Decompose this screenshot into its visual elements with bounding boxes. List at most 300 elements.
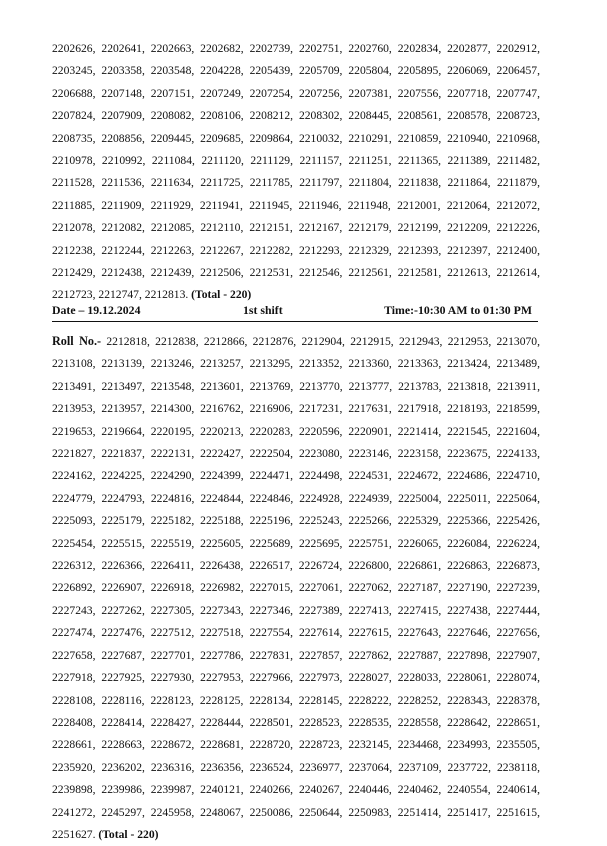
roll-number: 2227413, (348, 603, 392, 617)
roll-number: 2228033, (397, 671, 442, 685)
roll-number: 2205895, (397, 64, 442, 78)
roll-number: 2202626, (52, 42, 96, 55)
roll-number: 2212078, (52, 221, 96, 235)
roll-number: 2212267, (200, 243, 244, 257)
roll-number: 2228427, (150, 715, 195, 729)
roll-number: 2248067, (200, 805, 244, 819)
roll-number: 2207249, (200, 86, 244, 100)
roll-number: 2217231, (298, 402, 343, 416)
roll-number: 2209685, (200, 131, 244, 145)
roll-number: 2213770, (299, 379, 343, 393)
roll-number: 2212085, (150, 221, 195, 235)
roll-number: 2240446, (348, 783, 392, 797)
roll-number: 2207747, (496, 86, 540, 100)
roll-number: 2202682, (200, 42, 244, 55)
roll-number: 2213769, (249, 379, 294, 393)
roll-number: 2228672, (150, 738, 195, 752)
roll-number: 2228523, (298, 715, 343, 729)
roll-number: 2227243, (52, 603, 96, 617)
roll-number: 2250644, (298, 805, 343, 819)
roll-number: 2227966, (249, 671, 294, 685)
roll-number: 2213070, (496, 335, 540, 348)
roll-number: 2227239, (496, 581, 540, 595)
roll-number: 2213783, (398, 379, 442, 393)
roll-number: 2225182, (150, 514, 195, 528)
roll-number: 2226907, (101, 581, 145, 595)
roll-number: 2213489, (496, 357, 540, 371)
roll-number: 2213548, (150, 379, 195, 393)
roll-number: 2227554, (249, 626, 294, 640)
roll-number: 2225179, (101, 514, 145, 528)
roll-number: 2212915, (350, 335, 394, 348)
roll-number: 2211785, (249, 176, 293, 190)
roll-number: 2245958, (150, 805, 195, 819)
roll-number: 2207256, (298, 86, 343, 100)
roll-number: 2250086, (249, 805, 294, 819)
roll-number: 2221604, (496, 424, 540, 438)
roll-number: 2204228, (200, 64, 244, 78)
roll-number: 2211634, (150, 176, 194, 190)
roll-number: 2211804, (348, 176, 392, 190)
roll-number: 2212813. (144, 288, 189, 302)
roll-number: 2227061, (298, 581, 343, 595)
roll-number: 2227438, (447, 603, 491, 617)
roll-number: 2224793, (101, 491, 145, 505)
roll-number: 2225093, (52, 514, 96, 528)
roll-number: 2227389, (298, 603, 343, 617)
roll-number: 2202834, (397, 42, 442, 55)
roll-number: 2211879, (496, 176, 540, 190)
roll-number: 2210291, (348, 131, 392, 145)
roll-number: 2212838, (155, 335, 199, 348)
roll-number: 2210940, (447, 131, 491, 145)
roll-number: 2251627. (52, 827, 96, 841)
roll-number: 2212329, (348, 243, 392, 257)
roll-number: 2211251, (348, 154, 392, 168)
roll-number: 2212747, (98, 288, 142, 302)
roll-number: 2227262, (101, 603, 145, 617)
roll-number: 2228501, (249, 715, 294, 729)
roll-number: 2227015, (249, 581, 294, 595)
roll-number: 2208212, (249, 109, 294, 123)
roll-number: 2226918, (150, 581, 195, 595)
roll-number: 2202751, (298, 42, 343, 55)
roll-number: 2211536, (101, 176, 145, 190)
roll-number: 2225243, (298, 514, 343, 528)
roll-number: 2213497, (101, 379, 145, 393)
roll-number: 2213295, (249, 357, 294, 371)
roll-number: 2212614, (496, 266, 540, 280)
roll-number: 2227907, (496, 648, 540, 662)
roll-number: 2227925, (101, 671, 145, 685)
roll-number: 2224710, (496, 469, 540, 483)
roll-number: 2212546, (298, 266, 343, 280)
roll-number: 2213601, (200, 379, 244, 393)
roll-number: 2224939, (348, 491, 393, 505)
roll-number: 2224816, (150, 491, 195, 505)
roll-number: 2218599, (496, 402, 540, 416)
roll-number: 2212110, (200, 221, 244, 235)
roll-number: 2227862, (348, 648, 392, 662)
roll-number: 2228642, (447, 715, 491, 729)
roll-number: 2203548, (150, 64, 195, 78)
roll-number: 2235920, (52, 760, 96, 774)
roll-number: 2213360, (348, 357, 392, 371)
roll-number: 2207718, (447, 86, 491, 100)
exam-date: Date – 19.12.2024 (52, 303, 141, 317)
roll-number: 2228535, (348, 715, 392, 729)
roll-number: 2250983, (348, 805, 392, 819)
roll-number: 2228414, (101, 715, 145, 729)
roll-number-list-previous (52, 38, 540, 307)
roll-number: 2223146, (348, 447, 392, 461)
roll-number: 2207151, (150, 86, 195, 100)
roll-number: 2223675, (447, 447, 491, 461)
roll-number: 2228123, (150, 693, 194, 707)
roll-number: 2228723, (298, 738, 343, 752)
roll-number: 2227305, (150, 603, 195, 617)
roll-number: 2212904, (301, 335, 345, 348)
roll-number: 2227343, (200, 603, 244, 617)
roll-number: 2225454, (52, 536, 96, 550)
roll-number: 2213257, (200, 357, 244, 371)
roll-number: 2211946, (298, 198, 342, 212)
roll-number: 2202663, (150, 42, 195, 55)
roll-number: 2237722, (447, 760, 491, 774)
roll-number: 2240266, (249, 783, 294, 797)
roll-number: 2202912, (496, 42, 540, 55)
roll-number: 2239987, (150, 783, 195, 797)
roll-number: 2227658, (52, 648, 96, 662)
roll-number: 2207381, (348, 86, 392, 100)
roll-number: 2228444, (200, 715, 244, 729)
roll-number: 2238118, (496, 760, 540, 774)
roll-number: 2213911, (496, 379, 540, 393)
roll-number: 2212263, (150, 243, 195, 257)
roll-number: 2211482, (496, 154, 541, 168)
roll-number: 2213108, (52, 357, 96, 371)
roll-number: 2205439, (249, 64, 294, 78)
roll-number: 2210859, (397, 131, 442, 145)
roll-number: 2228681, (200, 738, 244, 752)
roll-number: 2213246, (150, 357, 195, 371)
roll-number: 2205804, (348, 64, 392, 78)
roll-number: 2227346, (249, 603, 294, 617)
roll-number: 2226800, (348, 559, 392, 573)
roll-number: 2227444, (496, 603, 540, 617)
roll-number: 2251417, (447, 805, 491, 819)
roll-number: 2239986, (101, 783, 145, 797)
roll-number: 2217918, (397, 402, 442, 416)
roll-number: 2211948, (347, 198, 391, 212)
roll-number: 2228108, (52, 693, 96, 707)
roll-number: 2225064, (496, 491, 540, 505)
roll-number: 2212531, (249, 266, 294, 280)
roll-number: 2206688, (52, 86, 96, 100)
roll-number: 2206069, (447, 64, 491, 78)
roll-number: 2237064, (348, 760, 393, 774)
roll-number: 2225695, (298, 536, 343, 550)
roll-number: 2240614, (496, 783, 540, 797)
roll-number: 2211941, (199, 198, 243, 212)
roll-number: 2227643, (397, 626, 442, 640)
roll-number: 2225426, (496, 514, 540, 528)
roll-number: 2211945, (249, 198, 293, 212)
roll-number: 2221837, (101, 447, 145, 461)
roll-number: 2226366, (101, 559, 145, 573)
roll-number: 2213953, (52, 402, 96, 416)
total-count: (Total - 220) (98, 827, 159, 841)
roll-number: 2226438, (199, 559, 244, 573)
roll-number: 2220195, (150, 424, 195, 438)
roll-number: 2227887, (397, 648, 442, 662)
roll-number: 2208723, (496, 109, 540, 123)
roll-number: 2223080, (298, 447, 343, 461)
roll-number: 2211725, (200, 176, 244, 190)
roll-number: 2224498, (298, 469, 343, 483)
roll-number: 2202739, (249, 42, 294, 55)
roll-number: 2227615, (348, 626, 392, 640)
roll-number: 2213363, (397, 357, 442, 371)
roll-number: 2228378, (496, 693, 540, 707)
roll-number: 2245297, (101, 805, 145, 819)
roll-number: 2225004, (398, 491, 442, 505)
roll-number: 2239898, (52, 783, 96, 797)
roll-number: 2224162, (52, 469, 96, 483)
roll-number: 2227656, (496, 626, 540, 640)
roll-number: 2225515, (101, 536, 145, 550)
roll-number: 2212613, (447, 266, 491, 280)
roll-number: 2212151, (249, 221, 293, 235)
roll-number: 2209445, (150, 131, 195, 145)
roll-number: 2227190, (447, 581, 491, 595)
roll-number: 2213424, (447, 357, 491, 371)
roll-number: 2212282, (249, 243, 294, 257)
roll-number: 2212238, (52, 243, 96, 257)
roll-number: 2208735, (52, 131, 96, 145)
roll-number: 2251615, (496, 805, 540, 819)
roll-number: 2207824, (52, 109, 96, 123)
roll-number: 2211365, (398, 154, 442, 168)
exam-time: Time:-10:30 AM to 01:30 PM (384, 303, 532, 317)
roll-number: 2227476, (101, 626, 145, 640)
roll-number: 2237109, (398, 760, 442, 774)
roll-number: 2234993, (447, 738, 491, 752)
roll-number: 2227898, (447, 648, 491, 662)
roll-number: 2228661, (52, 738, 96, 752)
roll-number: 2210978, (52, 154, 96, 168)
roll-number: 2211120, (201, 154, 244, 168)
roll-number: 2213777, (348, 379, 393, 393)
roll-number: 2224844, (200, 491, 244, 505)
roll-number: 2240267, (298, 783, 343, 797)
roll-number: 2227687, (101, 648, 145, 662)
roll-number: 2207909, (101, 109, 145, 123)
roll-number: 2226411, (150, 559, 194, 573)
roll-number: 2212943, (398, 335, 443, 348)
roll-number: 2207556, (397, 86, 442, 100)
roll-number: 2212244, (101, 243, 145, 257)
roll-number: 2227512, (150, 626, 195, 640)
roll-number: 2210968, (496, 131, 540, 145)
roll-number: 2213352, (298, 357, 343, 371)
roll-number: 2235505, (496, 738, 540, 752)
roll-number: 2240554, (447, 783, 491, 797)
roll-number: 2228134, (249, 693, 293, 707)
roll-number: 2228663, (101, 738, 145, 752)
roll-number: 2222427, (200, 447, 244, 461)
roll-number: 2226982, (200, 581, 244, 595)
roll-number: 2228125, (199, 693, 244, 707)
roll-number: 2207254, (249, 86, 294, 100)
roll-number: 2228116, (101, 693, 145, 707)
roll-number: 2225519, (150, 536, 195, 550)
roll-number: 2212397, (447, 243, 491, 257)
roll-number: 2226312, (52, 559, 96, 573)
roll-number: 2228145, (298, 693, 343, 707)
roll-number: 2227930, (150, 671, 195, 685)
roll-number: 2228343, (447, 693, 491, 707)
roll-number: 2227973, (298, 671, 343, 685)
roll-number: 2224133, (496, 447, 540, 461)
roll-number: 2240121, (200, 783, 244, 797)
roll-number: 2236977, (299, 760, 343, 774)
roll-number: 2222504, (249, 447, 294, 461)
roll-number: 2224471, (249, 469, 294, 483)
roll-number: 2228027, (348, 671, 392, 685)
roll-number: 2226861, (397, 559, 442, 573)
roll-number: 2225605, (200, 536, 244, 550)
roll-number: 2224290, (150, 469, 195, 483)
roll-number: 2208302, (298, 109, 343, 123)
roll-number: 2211797, (299, 176, 343, 190)
roll-number: 2212209, (447, 221, 491, 235)
roll-number: 2227415, (397, 603, 442, 617)
roll-number: 2224399, (200, 469, 244, 483)
roll-number: 2226724, (298, 559, 343, 573)
roll-number: 2224686, (447, 469, 491, 483)
roll-number: 2226863, (447, 559, 491, 573)
roll-number: 2226224, (496, 536, 540, 550)
roll-number: 2251414, (397, 805, 442, 819)
roll-number: 2225329, (397, 514, 442, 528)
roll-number: 2226517, (249, 559, 293, 573)
roll-number: 2213957, (101, 402, 145, 416)
roll-number: 2202760, (348, 42, 392, 55)
roll-number: 2226873, (496, 559, 540, 573)
roll-number: 2212953, (447, 335, 492, 348)
roll-number: 2226084, (447, 536, 491, 550)
roll-number: 2212439, (150, 266, 195, 280)
roll-number: 2214300, (150, 402, 195, 416)
roll-number: 2236356, (200, 760, 244, 774)
roll-number: 2222131, (150, 447, 195, 461)
roll-number: 2227614, (298, 626, 343, 640)
roll-number: 2228651, (496, 715, 540, 729)
roll-number: 2212072, (496, 198, 541, 212)
roll-number: 2232145, (348, 738, 392, 752)
roll-number: 2202877, (447, 42, 491, 55)
roll-number: 2221414, (397, 424, 442, 438)
roll-number: 2216906, (249, 402, 294, 416)
roll-number: 2228222, (348, 693, 392, 707)
roll-number: 2212226, (496, 221, 540, 235)
roll-number: 2227646, (447, 626, 491, 640)
roll-number: 2213491, (52, 379, 96, 393)
roll-number: 2213139, (101, 357, 145, 371)
roll-number: 2224928, (299, 491, 343, 505)
roll-number: 2208082, (150, 109, 195, 123)
roll-number: 2240462, (397, 783, 442, 797)
roll-number: 2226892, (52, 581, 96, 595)
roll-number: 2227474, (52, 626, 96, 640)
roll-number: 2202641, (101, 42, 145, 55)
roll-number: 2227518, (200, 626, 244, 640)
roll-number: 2211838, (398, 176, 442, 190)
roll-number: 2227187, (397, 581, 442, 595)
roll-number: 2208445, (348, 109, 392, 123)
roll-number: 2219653, (52, 424, 96, 438)
roll-number: 2211864, (447, 176, 491, 190)
roll-number: 2208578, (447, 109, 491, 123)
roll-number: 2212818, (106, 335, 150, 348)
roll-number: 2223158, (397, 447, 442, 461)
roll-number: 2227918, (52, 671, 96, 685)
roll-number: 2212429, (52, 266, 96, 280)
roll-number: 2212179, (348, 221, 392, 235)
roll-number: 2212082, (101, 221, 145, 235)
roll-number: 2226065, (397, 536, 442, 550)
roll-number: 2210992, (101, 154, 146, 168)
roll-number: 2203245, (52, 64, 96, 78)
roll-number: 2228720, (249, 738, 294, 752)
roll-number: 2208561, (397, 109, 442, 123)
roll-number: 2208106, (200, 109, 244, 123)
roll-number: 2208856, (101, 131, 145, 145)
roll-number: 2211929, (150, 198, 194, 212)
roll-number: 2211157, (299, 154, 343, 168)
roll-number: 2227701, (150, 648, 195, 662)
roll-number: 2216762, (200, 402, 244, 416)
roll-number: 2225266, (348, 514, 392, 528)
roll-number: 2211389, (447, 154, 491, 168)
roll-number: 2212199, (397, 221, 442, 235)
roll-number: 2212393, (397, 243, 442, 257)
roll-number: 2212064, (446, 198, 491, 212)
roll-number: 2220901, (348, 424, 392, 438)
roll-number: 2228074, (496, 671, 540, 685)
roll-number: 2228408, (52, 715, 96, 729)
roll-number: 2236524, (249, 760, 294, 774)
roll-number: 2212723, (52, 288, 96, 302)
roll-number: 2211885, (52, 198, 96, 212)
roll-number: 2209864, (249, 131, 294, 145)
roll-number: 2219664, (101, 424, 145, 438)
roll-number: 2212001, (397, 198, 441, 212)
roll-number: 2221827, (52, 447, 96, 461)
roll-number: 2221545, (447, 424, 491, 438)
roll-number: 2228558, (397, 715, 442, 729)
roll-number: 2224225, (101, 469, 145, 483)
roll-number: 2212866, (203, 335, 248, 348)
roll-number: 2228252, (397, 693, 442, 707)
roll-no-label: Roll No.- (52, 334, 102, 348)
roll-number: 2228061, (447, 671, 491, 685)
roll-number: 2241272, (52, 805, 96, 819)
roll-number: 2234468, (397, 738, 442, 752)
roll-number: 2206457, (496, 64, 540, 78)
roll-number: 2205709, (298, 64, 343, 78)
